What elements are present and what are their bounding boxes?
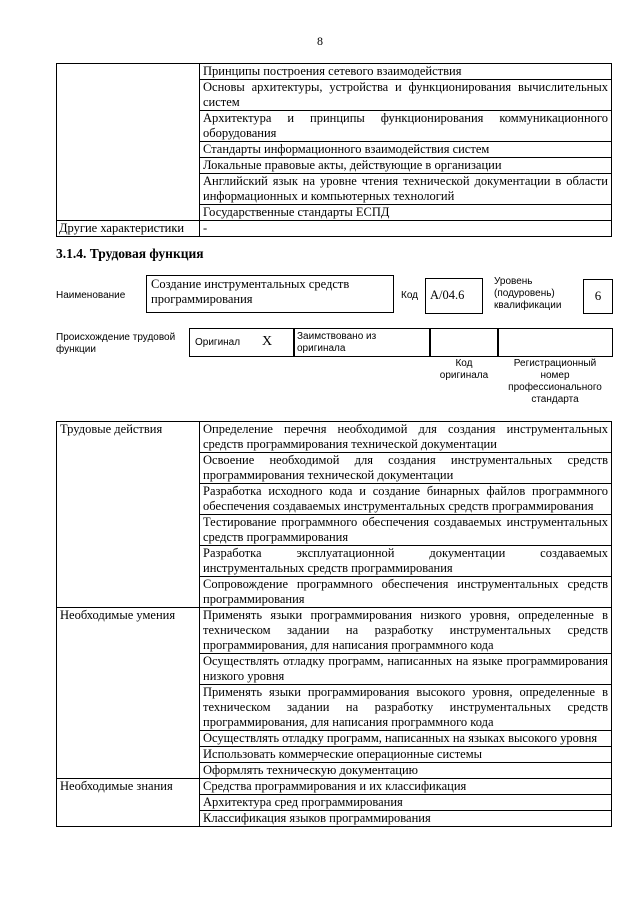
table-cell: Разработка эксплуатационной документации создаваемых инструментальных средств программирования — [200, 546, 612, 577]
table-cell: Тестирование программного обеспечения создаваемых инструментальных средств программирования — [200, 515, 612, 546]
name-value: Создание инструментальных средств программирования — [151, 277, 350, 306]
original-mark: X — [262, 334, 273, 349]
empty-label-cell — [57, 64, 200, 221]
table-cell: Классификация языков программирования — [200, 811, 612, 827]
other-characteristics-label: Другие характеристики — [57, 221, 200, 237]
table-cell: Принципы построения сетевого взаимодействия — [200, 64, 612, 80]
origin-label: Происхождение трудовой функции — [56, 332, 176, 355]
table-cell: Освоение необходимой для создания инструментальных средств программирования технической документации — [200, 453, 612, 484]
table-cell: Архитектура сред программирования — [200, 795, 612, 811]
group-label: Необходимые умения — [57, 608, 200, 779]
level-box — [583, 279, 613, 314]
table-cell: Архитектура и принципы функционирования коммуникационного оборудования — [200, 111, 612, 142]
table-cell: Применять языки программирования высокого уровня, определенные в техническом задании на разработку инструментальных средств программирования, для написания программного кода — [200, 685, 612, 731]
level-value: 6 — [594, 288, 602, 303]
code-box — [425, 278, 483, 314]
borrowed-label: Заимствовано из оригинала — [297, 331, 377, 354]
code-label: Код — [401, 290, 419, 301]
section-title: 3.1.4. Трудовая функция — [56, 246, 204, 261]
page-number: 8 — [317, 34, 323, 48]
original-code-cell — [429, 328, 499, 357]
table-cell: Применять языки программирования низкого уровня, определенные в техническом задании на разработку инструментальных средств программирования, для написания программного кода — [200, 608, 612, 654]
table-cell: Сопровождение программного обеспечения инструментальных средств программирования — [200, 577, 612, 608]
table-cell: Определение перечня необходимой для создания инструментальных средств программирования технической документации — [200, 422, 612, 453]
table-cell: Разработка исходного кода и создание бинарных файлов программного обеспечения создаваемых инструментальных средств программирования — [200, 484, 612, 515]
level-label: Уровень (подуровень) квалификации — [494, 276, 562, 311]
name-label: Наименование — [56, 290, 126, 301]
table-cell: Осуществлять отладку программ, написанных на языке программирования низкого уровня — [200, 654, 612, 685]
reg-caption: Регистрационный номер профессионального стандарта — [508, 358, 602, 405]
original-label: Оригинал — [195, 337, 241, 348]
table-cell: Английский язык на уровне чтения технической документации в области информационных и компьютерных технологий — [200, 174, 612, 205]
name-box — [146, 275, 394, 313]
other-characteristics-value: - — [200, 221, 612, 237]
table-cell: Основы архитектуры, устройства и функционирования вычислительных систем — [200, 80, 612, 111]
labor-function-table — [56, 421, 612, 827]
table-cell: Осуществлять отладку программ, написанных на языках высокого уровня — [200, 731, 612, 747]
code-caption: Код оригинала — [439, 358, 489, 381]
reg-number-cell — [497, 328, 613, 357]
knowledge-table-continued — [56, 63, 612, 237]
table-cell: Использовать коммерческие операционные системы — [200, 747, 612, 763]
group-label: Необходимые знания — [57, 779, 200, 827]
table-cell: Средства программирования и их классификация — [200, 779, 612, 795]
table-cell: Государственные стандарты ЕСПД — [200, 205, 612, 221]
table-cell: Локальные правовые акты, действующие в организации — [200, 158, 612, 174]
table-cell: Оформлять техническую документацию — [200, 763, 612, 779]
table-cell: Стандарты информационного взаимодействия систем — [200, 142, 612, 158]
code-value: A/04.6 — [430, 288, 465, 302]
group-label: Трудовые действия — [57, 422, 200, 608]
